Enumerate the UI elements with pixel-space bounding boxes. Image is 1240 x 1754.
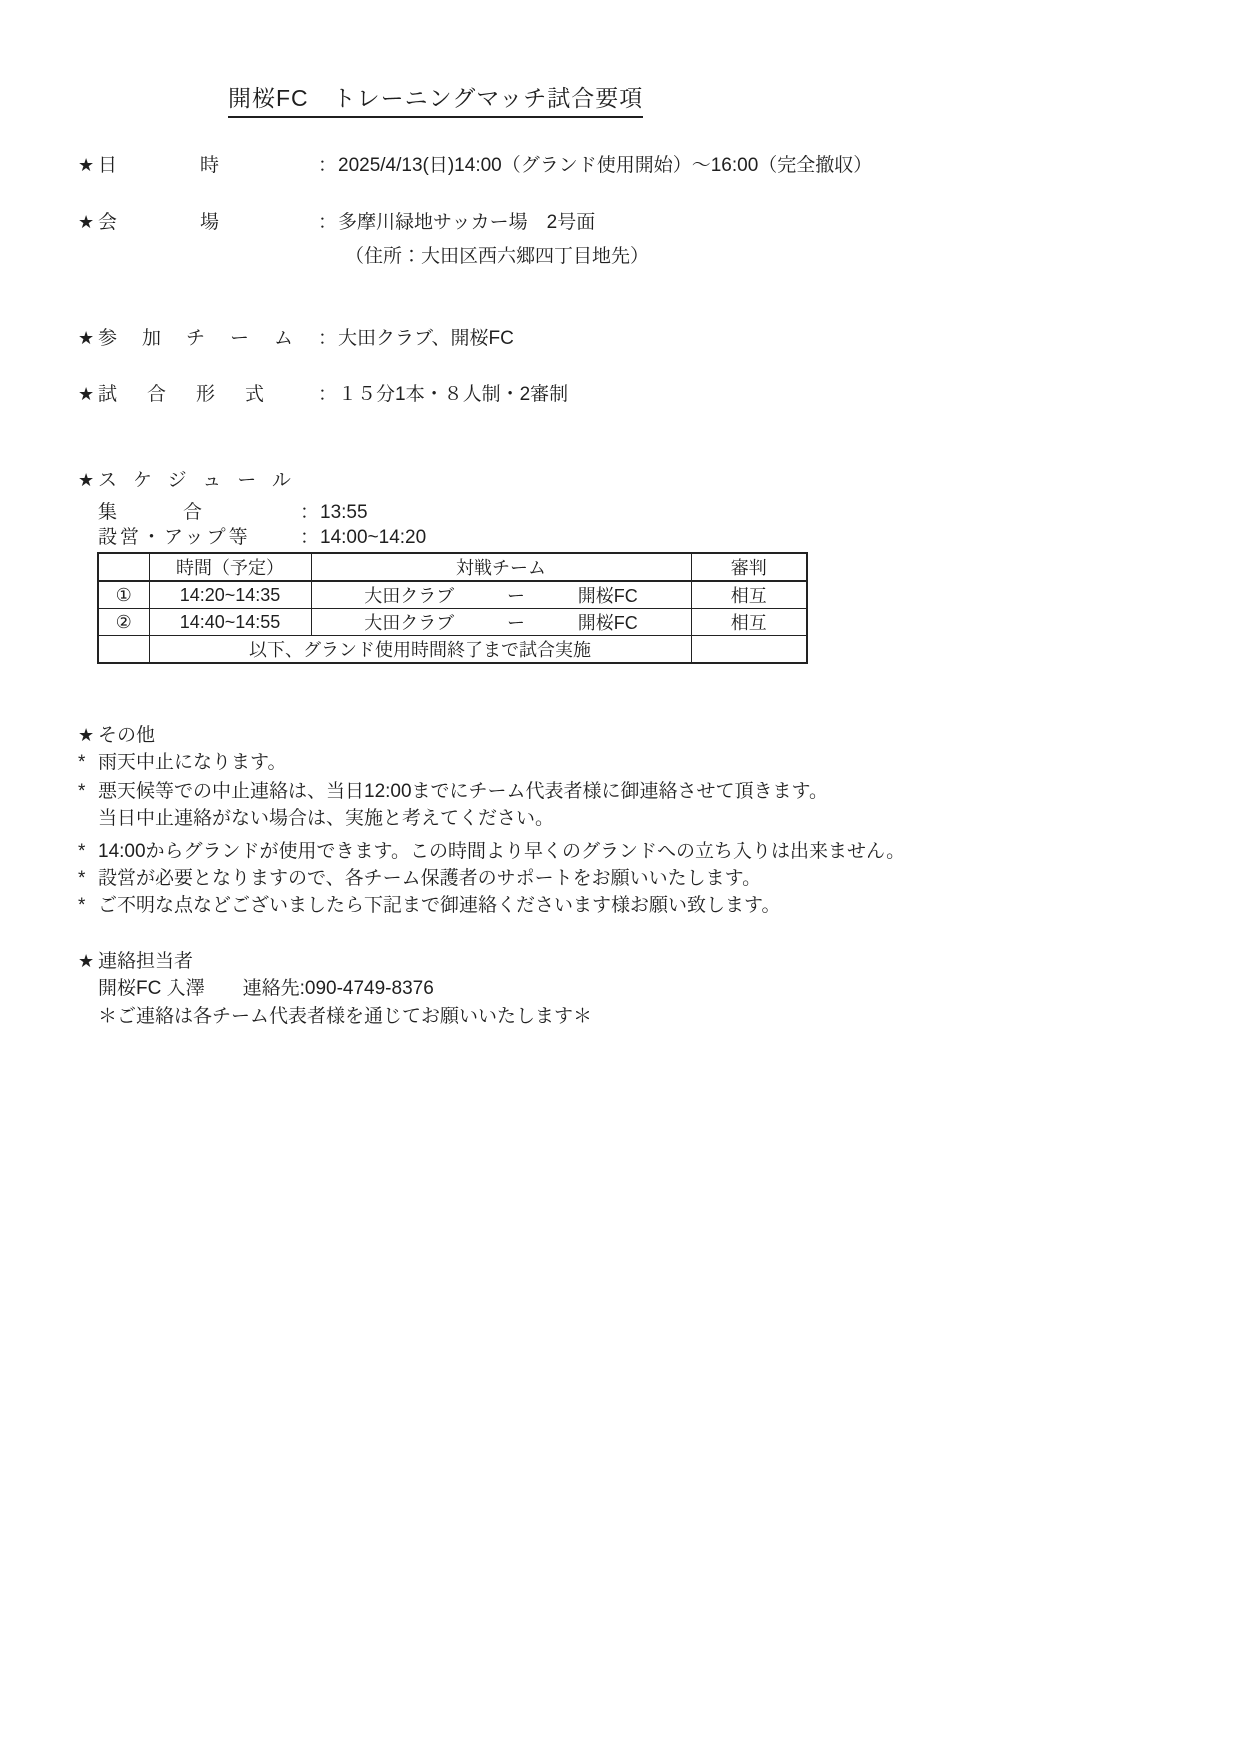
footer-empty-no [98,636,149,664]
note-row [78,781,828,802]
match1-time: 14:20~14:35 [149,581,311,609]
venue-colon: ： [318,212,338,233]
schedule-heading-row [78,470,318,491]
table-footer-row [98,636,807,664]
venue-address: （住所：大田区西六郷四丁目地先） [345,246,650,267]
star-icon: ★ [78,470,95,490]
match2-teams [311,609,691,636]
note-3: 14:00からグランドが使用できます。この時間より早くのグランドへの立ち入りは出来ません。 [98,841,906,862]
contact-person-row [98,978,434,999]
schedule-heading: スケジュール [98,470,307,491]
venue-value: 多摩川緑地サッカー場 2号面 [338,212,596,233]
datetime-row [78,155,872,176]
contact-heading: 連絡担当者 [98,951,194,972]
asterisk-bullet: * [78,868,86,889]
note-5: ご不明な点などございましたら下記まで御連絡くださいます様お願い致します。 [98,895,781,916]
datetime-colon: ： [318,155,338,176]
star-icon: ★ [78,951,95,971]
asterisk-bullet: * [78,895,86,916]
meeting-value: 13:55 [320,502,368,523]
match2-referee: 相互 [691,609,807,636]
datetime-label: 日時 [98,155,303,176]
match2-time: 14:40~14:55 [149,609,311,636]
header-referee: 審判 [691,553,807,581]
format-row [78,384,568,405]
match1-teams [311,581,691,609]
match2-away: 開桜FC [577,613,638,633]
teams-value: 大田クラブ、開桜FC [338,328,514,349]
header-no [98,553,149,581]
header-time: 時間（予定） [149,553,311,581]
star-icon: ★ [78,384,95,404]
table-row [98,609,807,636]
match1-no: ① [98,581,149,609]
format-label: 試合形式 [98,384,295,405]
contact-note: ＊ご連絡は各チーム代表者様を通じてお願いいたします＊ [98,1006,593,1027]
venue-address-row [345,246,649,267]
asterisk-bullet: * [78,841,86,862]
schedule-table [97,552,808,664]
teams-colon: ： [318,328,338,349]
note-4: 設営が必要となりますので、各チーム保護者のサポートをお願いいたします。 [98,868,762,889]
meeting-colon: ： [300,502,320,523]
note-row [78,752,286,773]
teams-label: 参加チーム [98,328,319,349]
contact-person: 開桜FC 入澤 連絡先:090-4749-8376 [98,978,434,999]
table-header-row [98,553,807,581]
others-heading-row [78,725,155,746]
setup-row [98,527,426,548]
datetime-value: 2025/4/13(日)14:00（グランド使用開始）～16:00（完全撤収） [338,155,873,176]
meeting-label: 集合 [98,502,269,523]
teams-row [78,328,514,349]
match2-home: 大田クラブ [364,613,455,633]
format-value: １５分1本・８人制・2審制 [338,384,569,405]
others-heading: その他 [98,725,156,746]
setup-label: 設営・アップ等 [98,527,251,548]
setup-value: 14:00~14:20 [320,527,427,548]
table-row [98,581,807,609]
star-icon: ★ [78,725,95,745]
footer-empty-referee [691,636,807,664]
match1-away: 開桜FC [577,586,638,606]
asterisk-bullet: * [78,781,86,802]
match1-referee: 相互 [691,581,807,609]
match1-home: 大田クラブ [364,586,455,606]
star-icon: ★ [78,212,95,232]
table-footer-note: 以下、グランド使用時間終了まで試合実施 [149,636,691,664]
venue-label: 会場 [98,212,303,233]
note-row [78,868,761,889]
asterisk-bullet: * [78,752,86,773]
note-row [78,895,780,916]
meeting-row [98,502,368,523]
header-match: 対戦チーム [311,553,691,581]
note-2b: 当日中止連絡がない場合は、実施と考えてください。 [98,808,555,829]
match1-dash: ー [507,586,525,606]
star-icon: ★ [78,328,95,348]
note-row-continuation [98,808,554,829]
format-colon: ： [318,384,338,405]
page-title: 開桜FC トレーニングマッチ試合要項 [228,80,643,118]
star-icon: ★ [78,155,95,175]
contact-heading-row [78,951,193,972]
note-2: 悪天候等での中止連絡は、当日12:00までにチーム代表者様に御連絡させて頂きます。 [98,781,829,802]
note-row [78,841,905,862]
venue-row [78,212,595,233]
match2-no: ② [98,609,149,636]
note-1: 雨天中止になります。 [98,752,287,773]
match2-dash: ー [507,613,525,633]
setup-colon: ： [300,527,320,548]
contact-note-row [98,1006,592,1027]
